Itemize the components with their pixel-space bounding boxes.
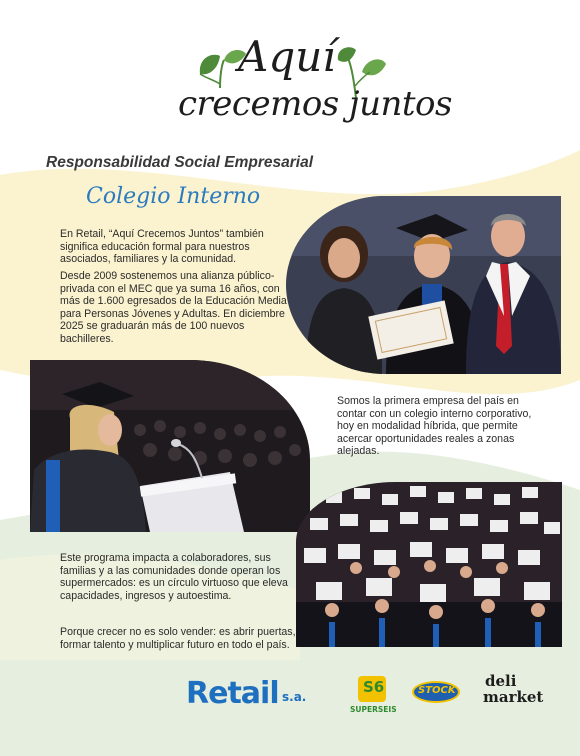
logo-market: market bbox=[483, 688, 544, 706]
title-line2: crecemos juntos bbox=[178, 84, 452, 124]
logo-superseis-mark: S6 bbox=[363, 678, 385, 696]
photo-diploma-ceremony bbox=[286, 196, 561, 374]
paragraph-closing: Porque crecer no es solo vender: es abrir puertas, formar talento y multiplicar futuro en todo el país. bbox=[60, 626, 296, 651]
header bbox=[0, 30, 580, 140]
paragraph-impact: Este programa impacta a colaboradores, sus familias y a las comunidades donde operan los supermercados: es un círculo virtuoso que eleva capacidades, ingresos y autoestima. bbox=[60, 552, 288, 602]
logo-retail-suffix: s.a. bbox=[282, 690, 307, 704]
photo-graduate-podium bbox=[30, 360, 310, 532]
title-line1: Aquí bbox=[238, 32, 336, 81]
section-heading: Responsabilidad Social Empresarial bbox=[46, 154, 314, 171]
logo-deli: deli bbox=[485, 672, 517, 690]
logo-retail: Retail bbox=[186, 676, 279, 711]
paragraph-intro: En Retail, “Aquí Crecemos Juntos” también significa educación formal para nuestros asociados, familiares y la comunidad. bbox=[60, 228, 264, 266]
logo-stock: STOCK bbox=[418, 685, 456, 696]
logo-superseis: SUPERSEIS bbox=[350, 705, 397, 714]
paragraph-alliance: Desde 2009 sostenemos una alianza público-privada con el MEC que ya suma 16 años, con más de 1.600 egresados de la Educación Media para Personas Jóvenes y Adultas. En diciembre 2025 se graduarán más de 100 nuevos bachilleres. bbox=[60, 270, 287, 345]
section-subheading: Colegio Interno bbox=[86, 184, 261, 209]
paragraph-first-company: Somos la primera empresa del país en contar con un colegio interno corporativo, hoy en modalidad híbrida, que permite acercar oportunidades reales a zonas alejadas. bbox=[337, 395, 532, 458]
photo-graduates-group bbox=[296, 482, 562, 647]
